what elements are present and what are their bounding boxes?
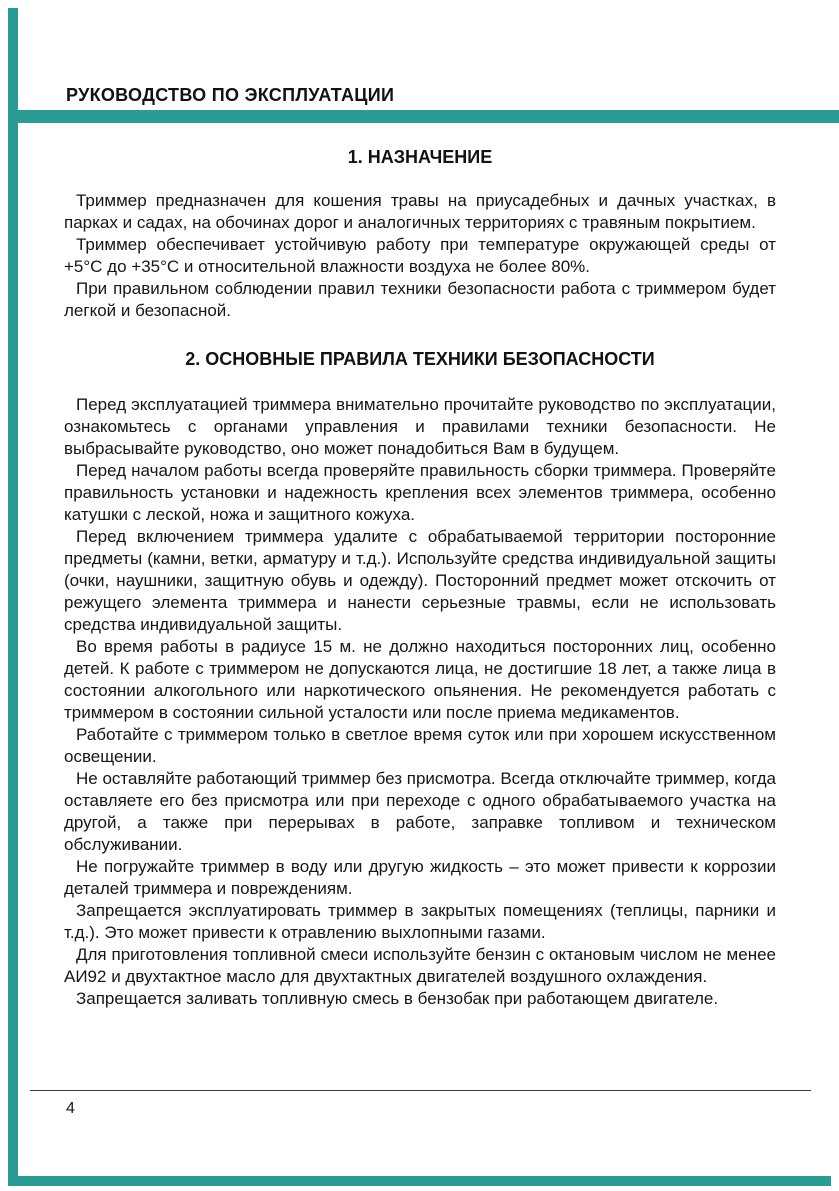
body-paragraph: Работайте с триммером только в светлое время суток или при хорошем искусственном освещении. (64, 725, 776, 766)
body-paragraph: Перед эксплуатацией триммера внимательно прочитайте руководство по эксплуатации, ознакомьтесь с органами управления и правилами техники безопасности. Не выбрасывайте руководство, оно может понадобиться Вам в будущем. (64, 395, 776, 458)
body-paragraph: Триммер предназначен для кошения травы на приусадебных и дачных участках, в парках и садах, на обочинах дорог и аналогичных территориях с травяным покрытием. (64, 191, 776, 232)
body-paragraph: Во время работы в радиусе 15 м. не должно находиться посторонних лиц, особенно детей. К работе с триммером не допускаются лица, не достигшие 18 лет, а также лица в состоянии алкогольного или наркотического опьянения. Не рекомендуется работать с триммером в состоянии сильной усталости или после приема медикаментов. (64, 637, 776, 722)
body-paragraph: Триммер обеспечивает устойчивую работу при температуре окружающей среды от +5°С до +35°С и относительной влажности воздуха не более 80%. (64, 235, 776, 276)
document-body (64, 146, 776, 1010)
left-accent-bar (8, 8, 18, 1186)
bottom-accent-bar (8, 1176, 831, 1186)
body-paragraph: Не оставляйте работающий триммер без присмотра. Всегда отключайте триммер, когда оставляете его без присмотра или при переходе с одного обрабатываемого участка на другой, а также при перерывах в работе, заправке топливом и техническом обслуживании. (64, 769, 776, 854)
page-number: 4 (66, 1100, 75, 1117)
section-2-heading: 2. ОСНОВНЫЕ ПРАВИЛА ТЕХНИКИ БЕЗОПАСНОСТИ (185, 349, 655, 369)
body-paragraph: Перед включением триммера удалите с обрабатываемой территории посторонние предметы (камни, ветки, арматуру и т.д.). Используйте средства индивидуальной защиты (очки, наушники, защитную обувь и одежду). Посторонний предмет может отскочить от режущего элемента триммера и нанести серьезные травмы, если не использовать средства индивидуальной защиты. (64, 527, 776, 634)
body-paragraph: Не погружайте триммер в воду или другую жидкость – это может привести к коррозии деталей триммера и повреждениям. (64, 857, 776, 898)
body-paragraph: Запрещается заливать топливную смесь в бензобак при работающем двигателе. (76, 989, 719, 1008)
body-paragraph: Для приготовления топливной смеси используйте бензин с октановым числом не менее АИ92 и двухтактное масло для двухтактных двигателей воздушного охлаждения. (64, 945, 776, 986)
body-paragraph: Перед началом работы всегда проверяйте правильность сборки триммера. Проверяйте правильность установки и надежность крепления всех элементов триммера, особенно катушки с леской, ножа и защитного кожуха. (64, 461, 776, 524)
section-1-heading: 1. НАЗНАЧЕНИЕ (347, 147, 493, 167)
body-paragraph: При правильном соблюдении правил техники безопасности работа с триммером будет легкой и безопасной. (64, 279, 776, 320)
footer-rule (30, 1090, 811, 1091)
page-header-title: РУКОВОДСТВО ПО ЭКСПЛУАТАЦИИ (66, 85, 395, 105)
header-accent-rule (8, 110, 839, 123)
body-paragraph: Запрещается эксплуатировать триммер в закрытых помещениях (теплицы, парники и т.д.). Это может привести к отравлению выхлопными газами. (64, 901, 776, 942)
